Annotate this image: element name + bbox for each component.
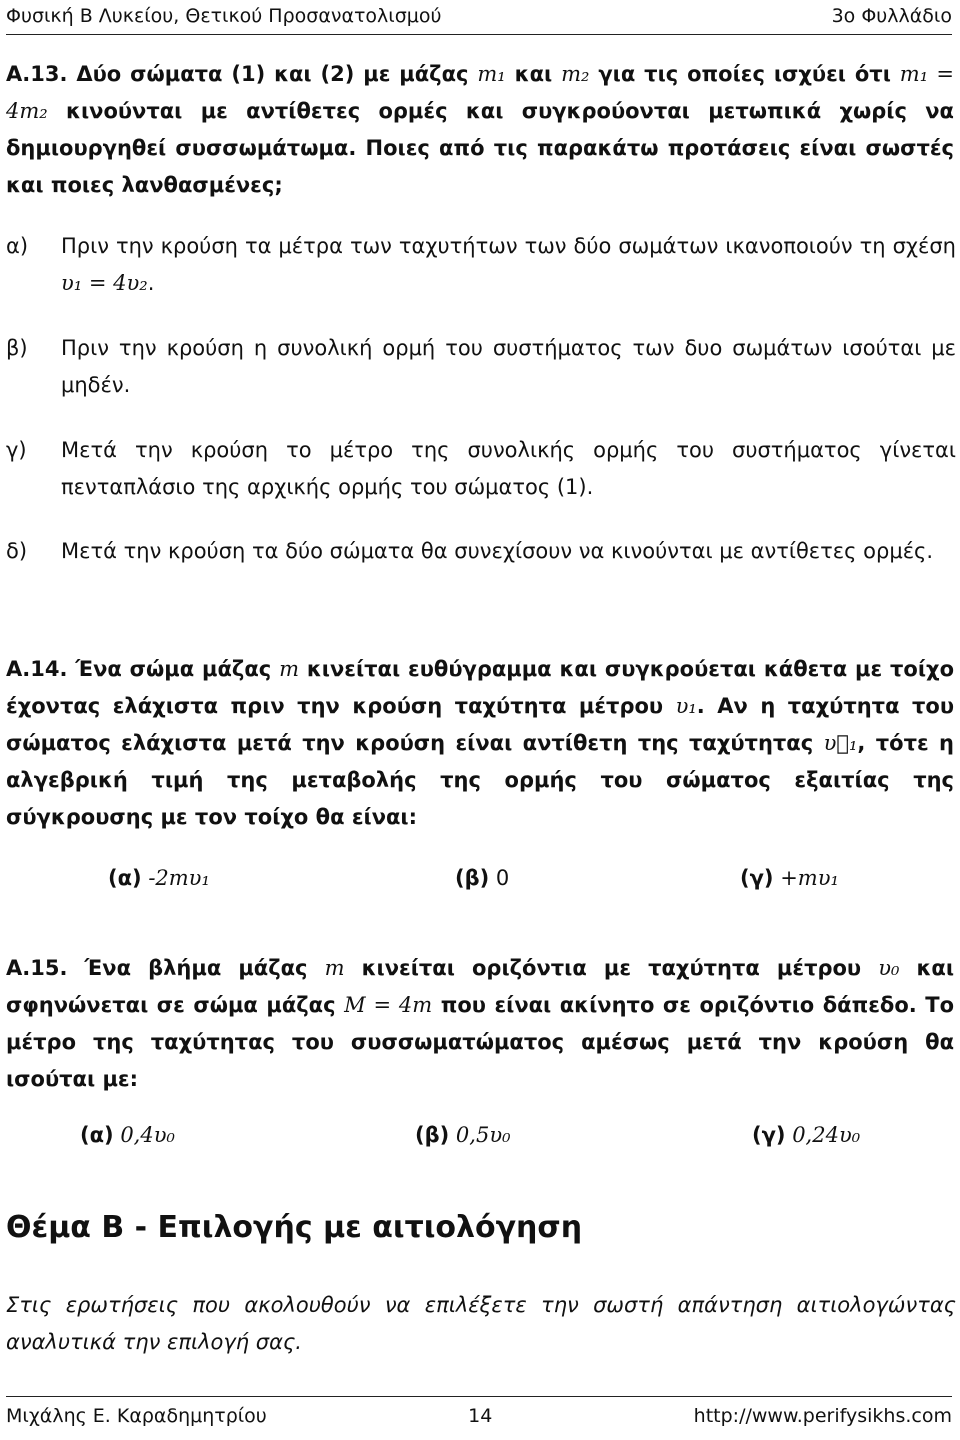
header-issue: 3ο Φυλλάδιο [831,5,952,27]
answer-c [740,866,839,890]
answer-b [455,866,509,890]
question-number: Α.15. [6,956,68,980]
question-text: κινείται ευθύγραμμα και συγκρούεται κάθετα με τοίχο έχοντας ελάχιστα πριν την κρούση ταχύτητα μέτρου [6,657,955,718]
answer-value: 0,4υ₀ [120,1123,175,1147]
question-text: και σφηνώνεται σε σώμα μάζας [6,956,955,1017]
option-label: β) [6,336,28,360]
answer-a [80,1123,175,1147]
question-text: και [505,62,562,86]
answer-label: (γ) [740,866,774,890]
math-velocity-relation: υ₁ = 4υ₂ [61,271,148,295]
question-number: Α.13. [6,62,68,86]
option-c [6,432,956,506]
footer-author: Μιχάλης Ε. Καραδημητρίου [6,1405,267,1427]
answer-value: 0,5υ₀ [455,1123,511,1147]
math-m2: m₂ [561,62,590,86]
answer-label: (β) [415,1123,450,1147]
question-text: κινούνται με αντίθετες ορμές και συγκρούονται μετωπικά χωρίς να δημιουργηθεί συσσωμάτωμα. Ποιες από τις παρακάτω προτάσεις είναι σωστές και ποιες λανθασμένες; [6,99,954,197]
answer-b [415,1123,511,1147]
option-label: γ) [6,438,27,462]
page-number: 14 [468,1405,493,1427]
math-v1: υ₁ [675,694,697,718]
option-b [6,330,956,404]
question-text: Ένα σώμα μάζας [75,657,280,681]
math-mass-relation: M = 4m [344,993,433,1017]
answer-label: (β) [455,866,490,890]
answer-label: (α) [80,1123,114,1147]
page-footer [6,1396,952,1431]
option-text: Πριν την κρούση τα μέτρα των ταχυτήτων των δύο σωμάτων ικανοποιούν τη σχέση [61,234,956,258]
math-v0: υ₀ [878,956,900,980]
question-text: . Αν η ταχύτητα του σώματος ελάχιστα μετά την κρούση είναι αντίθετη της ταχύτητας [6,694,955,755]
option-d [6,533,956,570]
answer-value: -2mυ₁ [148,866,210,890]
option-a [6,228,956,302]
question-number: Α.14. [6,657,68,681]
question-a14 [6,651,954,836]
answer-c [752,1123,860,1147]
math-v1-vector: υ⃗₁ [823,731,858,755]
question-text: Ένα βλήμα μάζας [84,956,325,980]
question-text: Δύο σώματα (1) και (2) με μάζας [76,62,478,86]
option-text-end: . [147,271,155,295]
answer-label: (α) [108,866,142,890]
section-title: Θέμα Β - Επιλογής με αιτιολόγηση [6,1210,583,1245]
option-label: δ) [6,539,28,563]
header-title: Φυσική Β Λυκείου, Θετικού Προσανατολισμού [6,5,442,27]
answer-value: 0,24υ₀ [792,1123,861,1147]
question-text: κινείται οριζόντια με ταχύτητα μέτρου [344,956,879,980]
answer-label: (γ) [752,1123,786,1147]
question-text: για τις οποίες ισχύει ότι [589,62,900,86]
math-relation: m₁ = 4m₂ [6,62,955,123]
answer-value: +mυ₁ [780,866,839,890]
option-label: α) [6,234,29,258]
section-intro: Στις ερωτήσεις που ακολουθούν να επιλέξετε την σωστή απάντηση αιτιολογώντας αναλυτικά την επιλογή σας. [6,1293,956,1354]
question-a13 [6,56,954,204]
option-text: Μετά την κρούση τα δύο σώματα θα συνεχίσουν να κινούνται με αντίθετες ορμές. [61,539,934,563]
math-m: m [324,956,345,980]
math-m1: m₁ [477,62,506,86]
question-text: που είναι ακίνητο σε οριζόντιο δάπεδο. Το μέτρο της ταχύτητας του συσσωματώματος αμέσως μετά την κρούση θα ισούται με: [6,993,955,1091]
option-text: Πριν την κρούση η συνολική ορμή του συστήματος των δυο σωμάτων ισούται με μηδέν. [61,336,956,397]
question-a15 [6,950,954,1098]
math-m: m [279,657,299,681]
question-text: , τότε η αλγεβρική τιμή της μεταβολής της ορμής του σώματος εξαιτίας της σύγκρουσης με τον τοίχο θα είναι: [6,731,954,829]
footer-url[interactable]: http://www.perifysikhs.com [693,1405,952,1427]
answer-value: 0 [495,866,510,890]
answer-a [108,866,210,890]
page-header [6,2,952,35]
option-text: Μετά την κρούση το μέτρο της συνολικής ορμής του συστήματος γίνεται πενταπλάσιο της αρχικής ορμής του σώματος (1). [61,438,956,499]
